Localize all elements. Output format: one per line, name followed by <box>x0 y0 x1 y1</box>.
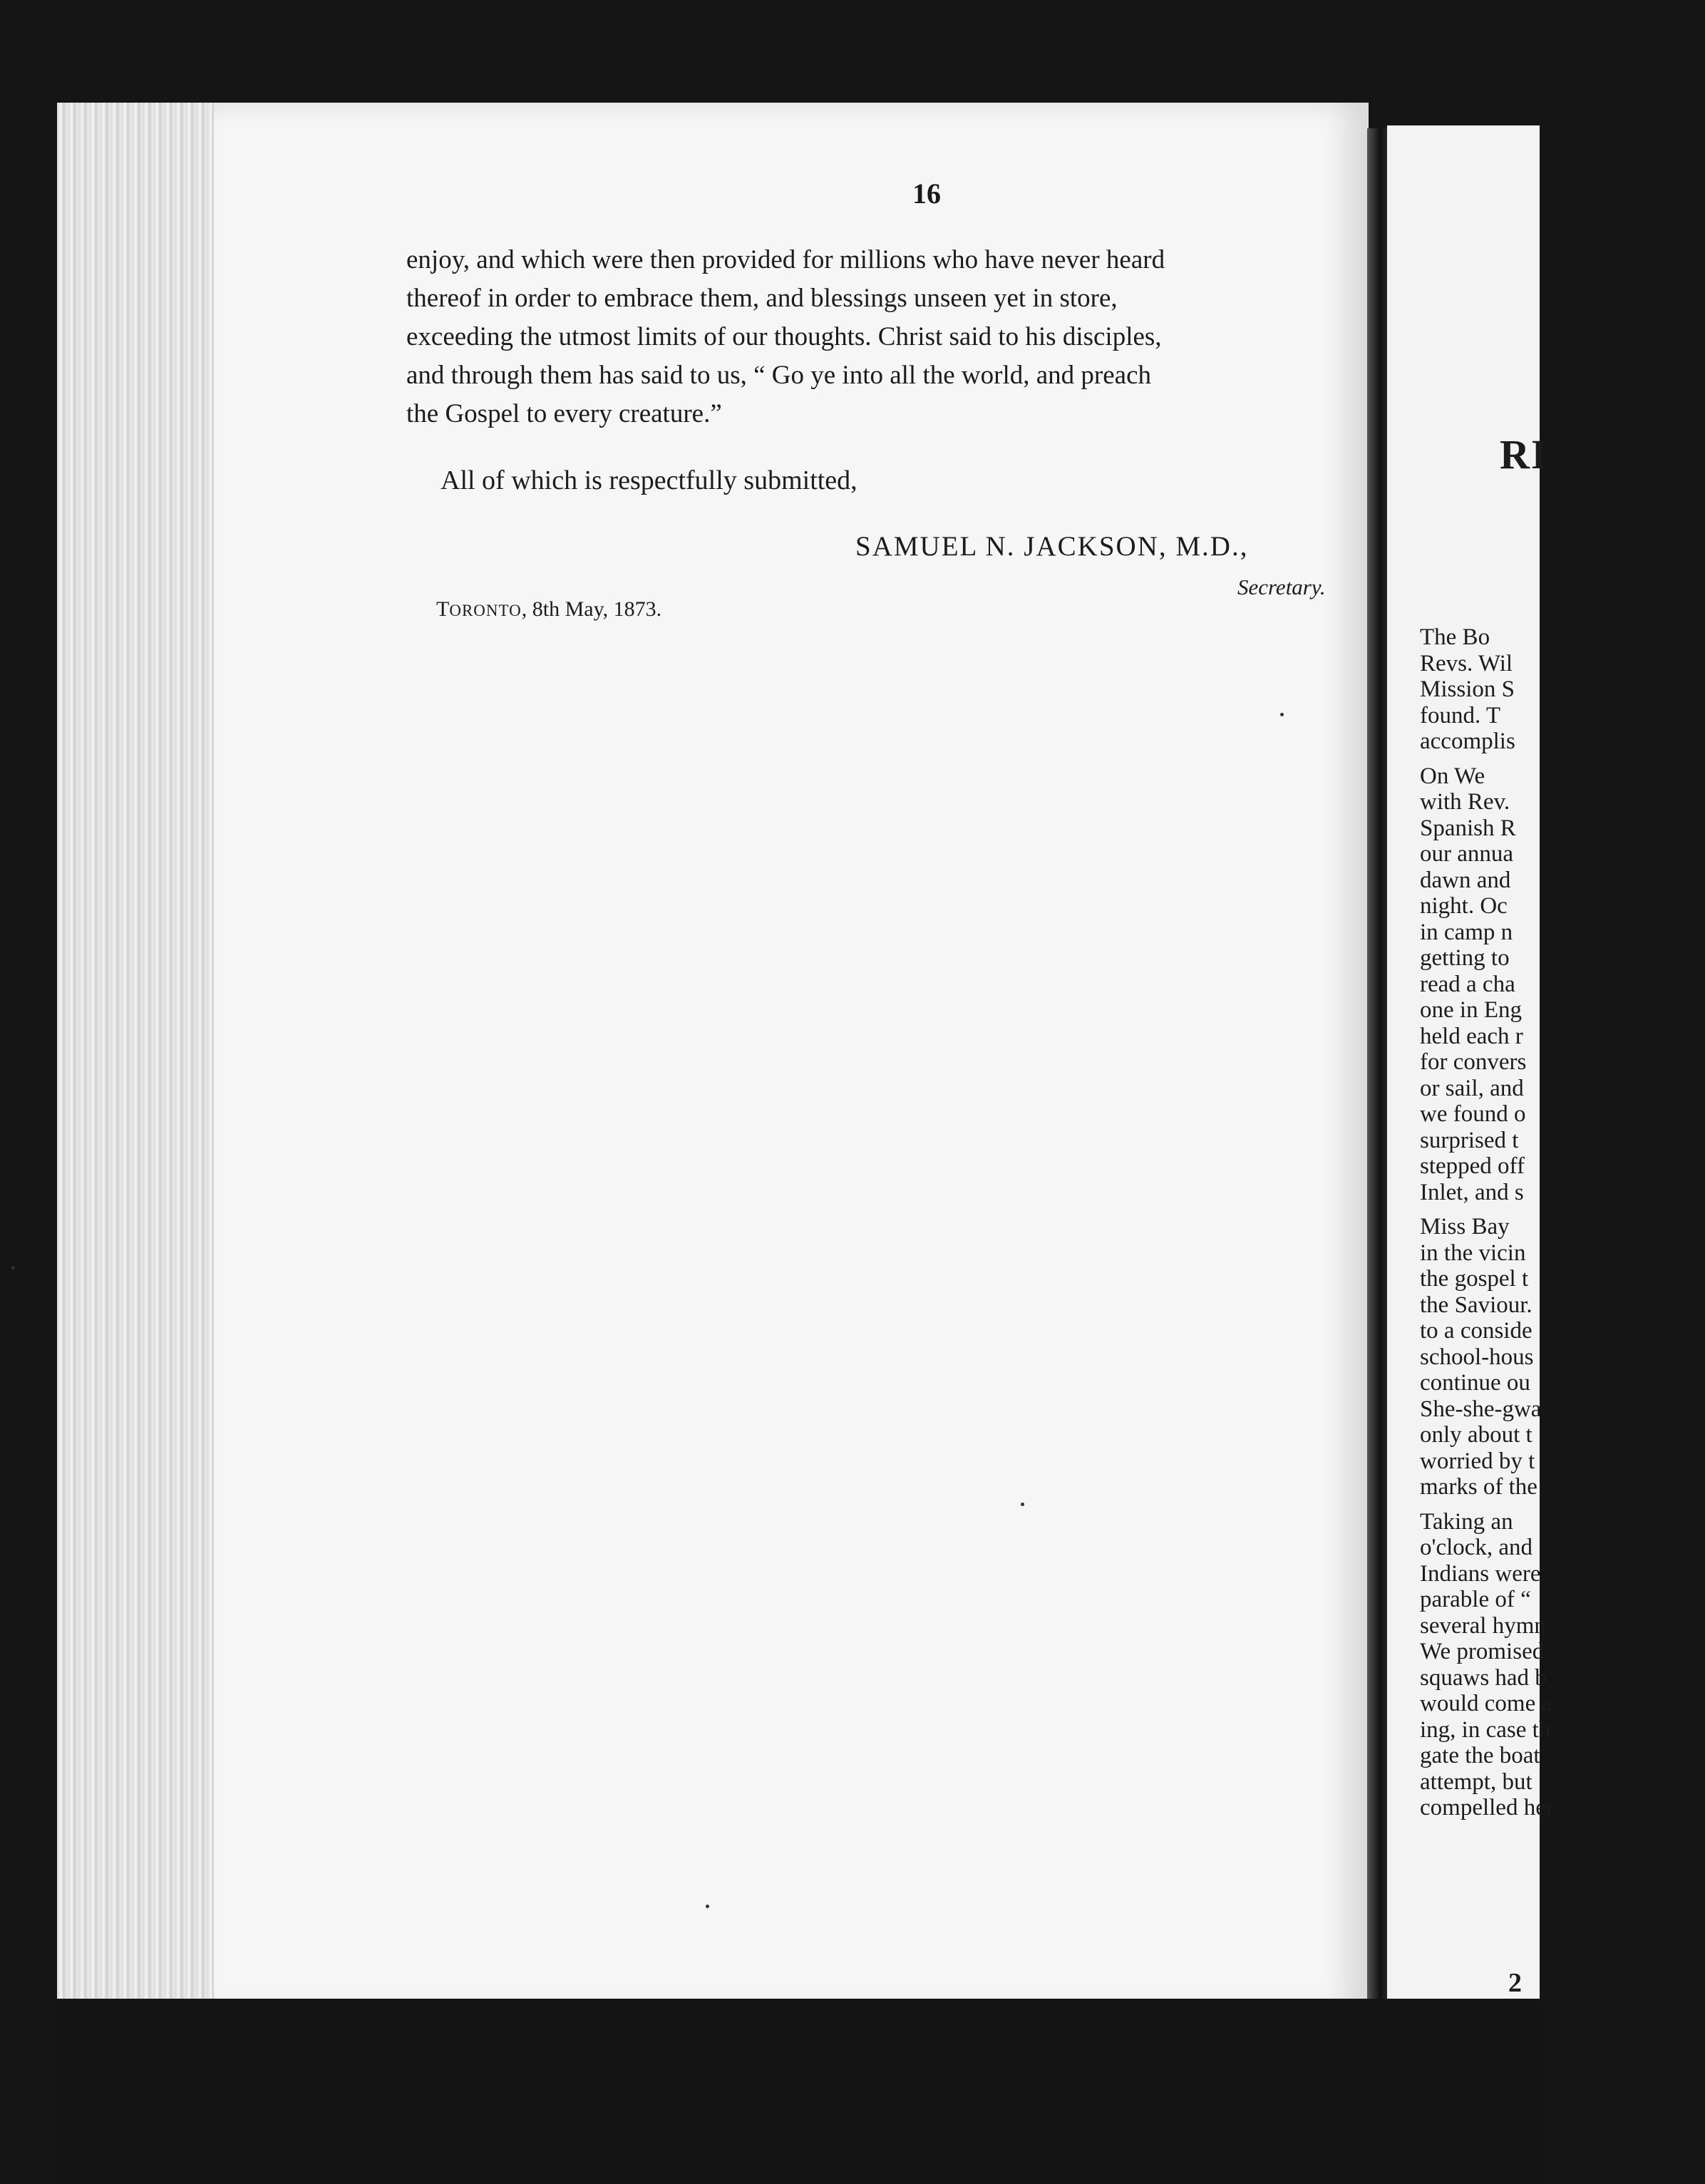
scan-speck <box>1021 1503 1024 1506</box>
right-page-line: or sail, and <box>1420 1075 1524 1101</box>
right-page-line: for convers <box>1420 1049 1527 1075</box>
right-page-line: Miss Bay <box>1420 1214 1510 1240</box>
right-page-line: parable of “ <box>1420 1587 1531 1612</box>
right-page-line: one in Eng <box>1420 997 1522 1023</box>
right-page-line: attempt, but <box>1420 1768 1533 1795</box>
right-page-line: accomplis <box>1420 728 1515 754</box>
right-page-line: would come a <box>1420 1691 1552 1716</box>
body-paragraph <box>406 241 1361 433</box>
right-page-line: read a cha <box>1420 971 1515 997</box>
right-page-line: with Rev. <box>1420 789 1510 815</box>
right-page-signature-mark: 2 <box>1508 1968 1522 1998</box>
right-page-line: She-she-gwa <box>1420 1396 1542 1422</box>
dateline-place: ORONTO <box>449 602 522 619</box>
right-page-line: ing, in case th <box>1420 1716 1551 1743</box>
right-page-line: several hymn <box>1420 1612 1546 1639</box>
right-page-line: to a conside <box>1420 1318 1533 1344</box>
dateline <box>436 597 661 622</box>
right-page <box>1387 125 1554 2036</box>
right-page-line: marks of the <box>1420 1474 1537 1500</box>
body-line: the Gospel to every creature.” <box>406 399 722 428</box>
right-page-line: school-hous <box>1420 1344 1534 1370</box>
right-page-line: the gospel t <box>1420 1266 1529 1292</box>
scan-border <box>57 1999 1540 2184</box>
body-line: exceeding the utmost limits of our thoughts. Christ said to his disciples, <box>406 322 1162 351</box>
right-page-line: dawn and <box>1420 867 1511 893</box>
right-page-line: held each r <box>1420 1023 1523 1049</box>
right-page-line: found. T <box>1420 702 1501 728</box>
right-page-line: Taking an <box>1420 1508 1513 1535</box>
right-page-line: Inlet, and s <box>1420 1179 1524 1205</box>
book-gutter <box>1367 128 1389 2024</box>
scan-speck <box>706 1905 709 1908</box>
body-line: enjoy, and which were then provided for millions who have never heard <box>406 245 1165 274</box>
scan-speck <box>11 1266 15 1269</box>
right-page-line: we found o <box>1420 1101 1526 1127</box>
right-page-line: Revs. Wil <box>1420 650 1513 676</box>
right-page-line: our annua <box>1420 841 1514 867</box>
right-page-line: Spanish R <box>1420 815 1516 841</box>
right-page-line: the Saviour. <box>1420 1292 1533 1318</box>
body-line: and through them has said to us, “ Go ye into all the world, and preach <box>406 361 1151 390</box>
right-page-line: in the vicin <box>1420 1240 1526 1266</box>
closing-line: All of which is respectfully submitted, <box>441 465 857 495</box>
scan-speck <box>1280 713 1284 716</box>
right-page-text <box>1420 624 1705 1821</box>
right-page-line: o'clock, and <box>1420 1535 1533 1560</box>
right-page-line: squaws had b <box>1420 1664 1547 1691</box>
right-page-line: surprised t <box>1420 1127 1519 1153</box>
body-line: thereof in order to embrace them, and blessings unseen yet in store, <box>406 284 1118 313</box>
right-page-line: The Bo <box>1420 624 1490 650</box>
right-page-line: gate the boat <box>1420 1743 1540 1768</box>
right-page-line: in camp n <box>1420 919 1513 945</box>
dateline-date: , 8th May, 1873. <box>521 597 662 621</box>
dateline-initial: T <box>436 597 450 621</box>
right-page-line: continue ou <box>1420 1370 1530 1396</box>
right-page-line: Indians were <box>1420 1560 1541 1587</box>
right-page-line: night. Oc <box>1420 893 1508 919</box>
right-page-line: Mission S <box>1420 676 1515 702</box>
right-page-line: On We <box>1420 763 1485 789</box>
right-page-line: We promised <box>1420 1639 1545 1664</box>
right-page-heading: RI <box>1500 431 1549 478</box>
right-page-line: only about t <box>1420 1422 1533 1448</box>
right-page-line: getting to <box>1420 945 1510 971</box>
signature: SAMUEL N. JACKSON, M.D., <box>855 531 1249 562</box>
signature-title: Secretary. <box>1237 575 1326 599</box>
right-page-line: stepped off <box>1420 1153 1525 1179</box>
page-number: 16 <box>912 177 941 210</box>
right-page-line: worried by t <box>1420 1448 1535 1474</box>
right-page-line: compelled her <box>1420 1795 1554 1820</box>
